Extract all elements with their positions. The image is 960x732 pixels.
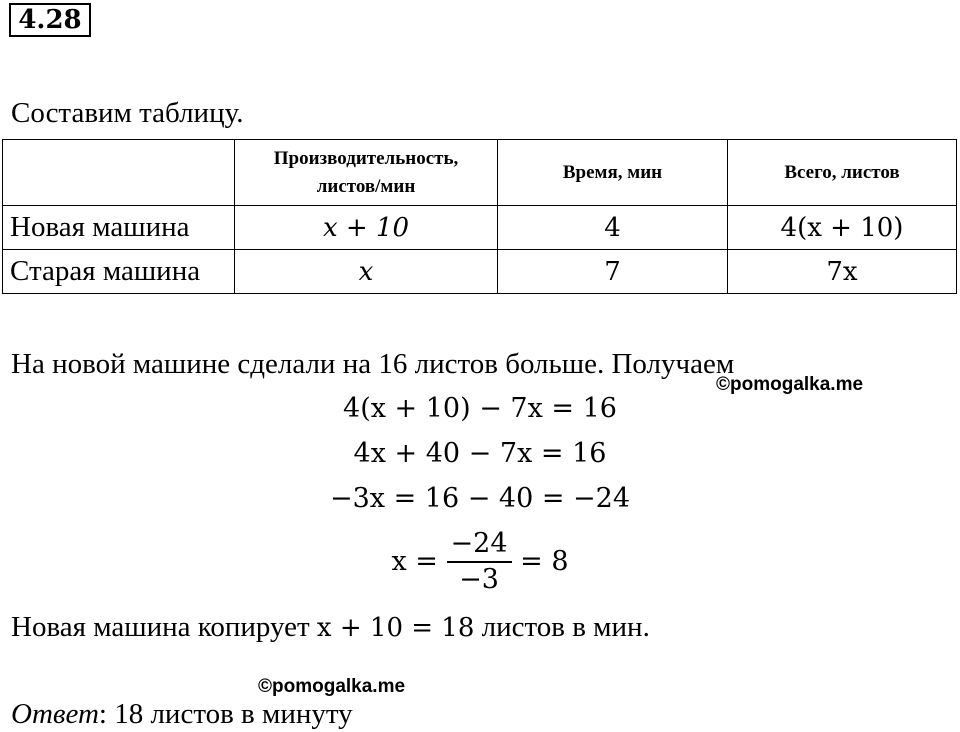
fraction bbox=[447, 527, 512, 597]
time-cell: 4 bbox=[498, 206, 728, 250]
intro-text: Составим таблицу. bbox=[11, 97, 244, 129]
header-total: Всего, листов bbox=[728, 140, 957, 206]
problem-number: 4.28 bbox=[9, 3, 91, 37]
final-equation-lhs: x = bbox=[391, 546, 438, 577]
answer-value: : 18 листов в минуту bbox=[98, 698, 353, 730]
answer-label: Ответ bbox=[11, 698, 99, 730]
row-label: Новая машина bbox=[3, 206, 235, 250]
answer-text bbox=[11, 698, 353, 730]
fraction-numerator: −24 bbox=[447, 527, 512, 563]
time-cell: 7 bbox=[498, 250, 728, 294]
conclusion-text bbox=[11, 611, 650, 644]
conclusion-after: листов в мин. bbox=[481, 611, 650, 643]
table-row bbox=[3, 206, 957, 250]
total-cell: 7x bbox=[728, 250, 957, 294]
conclusion-before: Новая машина копирует bbox=[11, 611, 310, 643]
fraction-denominator: −3 bbox=[459, 564, 499, 595]
row-label: Старая машина bbox=[3, 250, 235, 294]
equation-line: 4x + 40 − 7x = 16 bbox=[353, 438, 607, 469]
equation-line: −3x = 16 − 40 = −24 bbox=[329, 483, 631, 514]
watermark-text: ©pomogalka.me bbox=[258, 676, 406, 697]
header-rate: Производительность, листов/мин bbox=[235, 140, 498, 206]
final-equation bbox=[0, 527, 960, 597]
header-time: Время, мин bbox=[498, 140, 728, 206]
equation-line: 4(x + 10) − 7x = 16 bbox=[343, 393, 617, 424]
data-table bbox=[2, 139, 957, 294]
header-empty-cell bbox=[3, 140, 235, 206]
statement-text: На новой машине сделали на 16 листов больше. Получаем bbox=[11, 348, 735, 380]
table-row bbox=[3, 250, 957, 294]
total-cell: 4(x + 10) bbox=[728, 206, 957, 250]
watermark-text: ©pomogalka.me bbox=[716, 374, 864, 395]
table-header-row bbox=[3, 140, 957, 206]
rate-cell: x bbox=[235, 250, 498, 294]
conclusion-math: x + 10 = 18 bbox=[316, 613, 475, 643]
final-equation-rhs: = 8 bbox=[520, 546, 569, 577]
rate-cell: x + 10 bbox=[235, 206, 498, 250]
